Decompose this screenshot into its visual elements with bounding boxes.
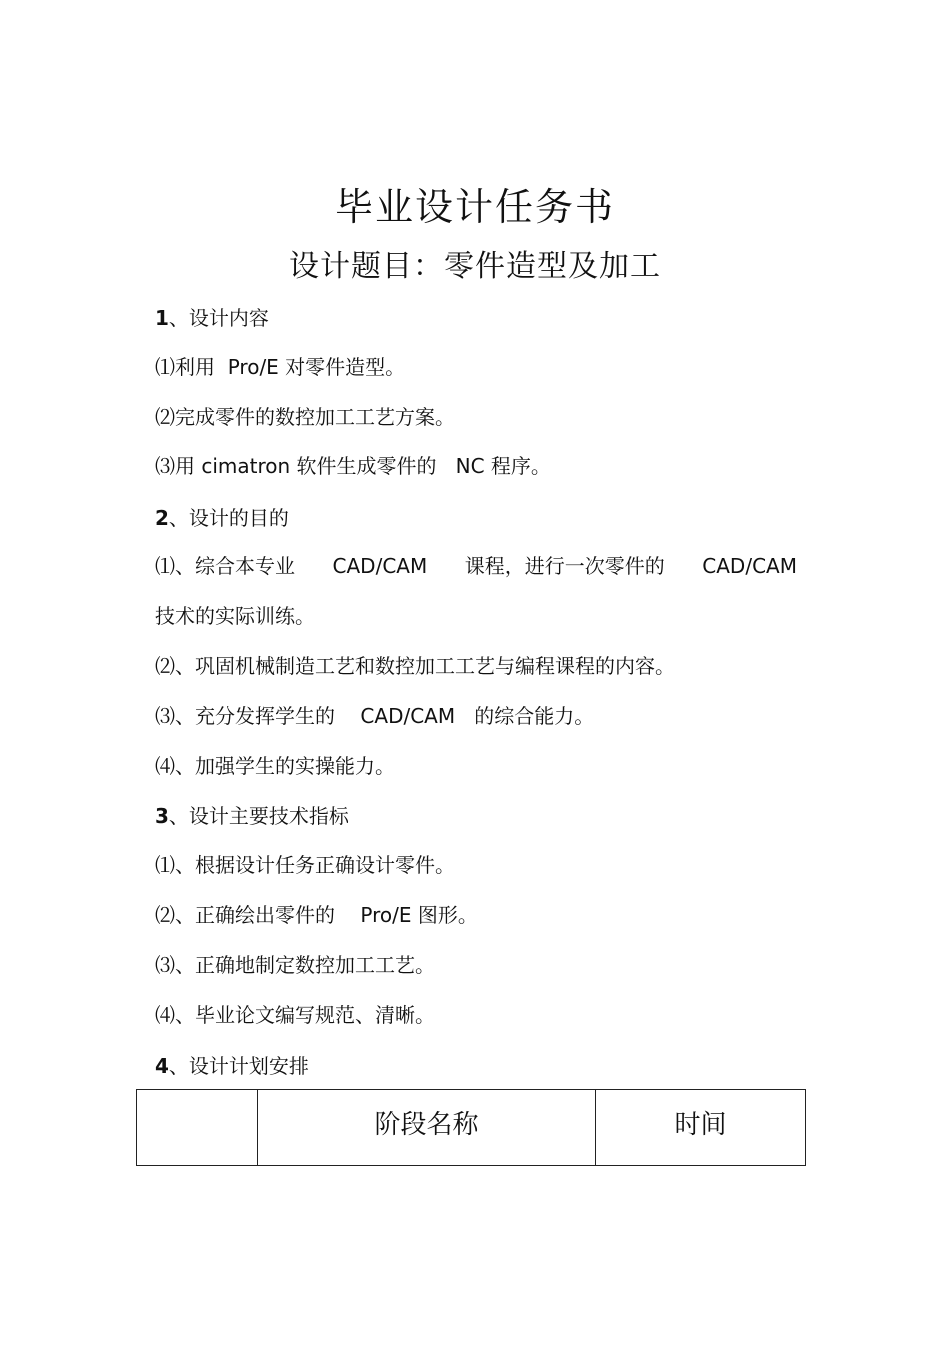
section-2-number: 2 <box>155 506 169 530</box>
section-2-item-1-part-4: CAD/CAM <box>702 554 797 578</box>
section-3-item-2: ⑵、正确绘出零件的 Pro/E 图形。 <box>155 903 478 927</box>
section-3-item-1: ⑴、根据设计任务正确设计零件。 <box>155 853 455 877</box>
table-header-stage-name: 阶段名称 <box>258 1090 596 1166</box>
table-header-time: 时间 <box>596 1090 806 1166</box>
section-4-heading <box>155 1052 309 1080</box>
section-1-item-2: ⑵完成零件的数控加工工艺方案。 <box>155 405 455 429</box>
section-2-item-3: ⑶、充分发挥学生的 CAD/CAM 的综合能力。 <box>155 704 595 728</box>
section-3-heading <box>155 802 349 830</box>
section-3-item-3: ⑶、正确地制定数控加工工艺。 <box>155 953 435 977</box>
design-topic: 设计题目：零件造型及加工 <box>289 249 661 284</box>
section-2-item-1-part-3: 课程，进行一次零件的 <box>464 554 665 578</box>
section-4-title: 、设计计划安排 <box>168 1054 309 1078</box>
section-3-title: 、设计主要技术指标 <box>168 804 349 828</box>
section-3-item-4: ⑷、毕业论文编写规范、清晰。 <box>155 1003 435 1027</box>
section-2-item-4: ⑷、加强学生的实操能力。 <box>155 754 395 778</box>
section-2-item-1-part-2: CAD/CAM <box>332 554 428 578</box>
section-3-number: 3 <box>155 804 169 828</box>
section-4-number: 4 <box>155 1054 169 1078</box>
section-2-item-1-part-1: ⑴、综合本专业 <box>155 554 295 578</box>
section-1-item-1: ⑴利用 Pro/E 对零件造型。 <box>155 355 406 379</box>
section-2-item-2: ⑵、巩固机械制造工艺和数控加工工艺与编程课程的内容。 <box>155 654 675 678</box>
section-2-title: 、设计的目的 <box>168 506 289 530</box>
section-2-heading <box>155 504 289 532</box>
section-2-item-1 <box>155 552 797 580</box>
section-1-heading <box>155 304 269 332</box>
section-1-item-3: ⑶用 cimatron 软件生成零件的 NC 程序。 <box>155 454 551 478</box>
section-1-number: 1 <box>155 306 169 330</box>
document-title: 毕业设计任务书 <box>334 185 615 229</box>
section-1-title: 、设计内容 <box>168 306 269 330</box>
table-header-cell-1 <box>137 1090 258 1166</box>
section-2-item-1-cont: 技术的实际训练。 <box>155 604 315 628</box>
schedule-table <box>136 1089 806 1166</box>
table-header-row <box>137 1090 806 1166</box>
